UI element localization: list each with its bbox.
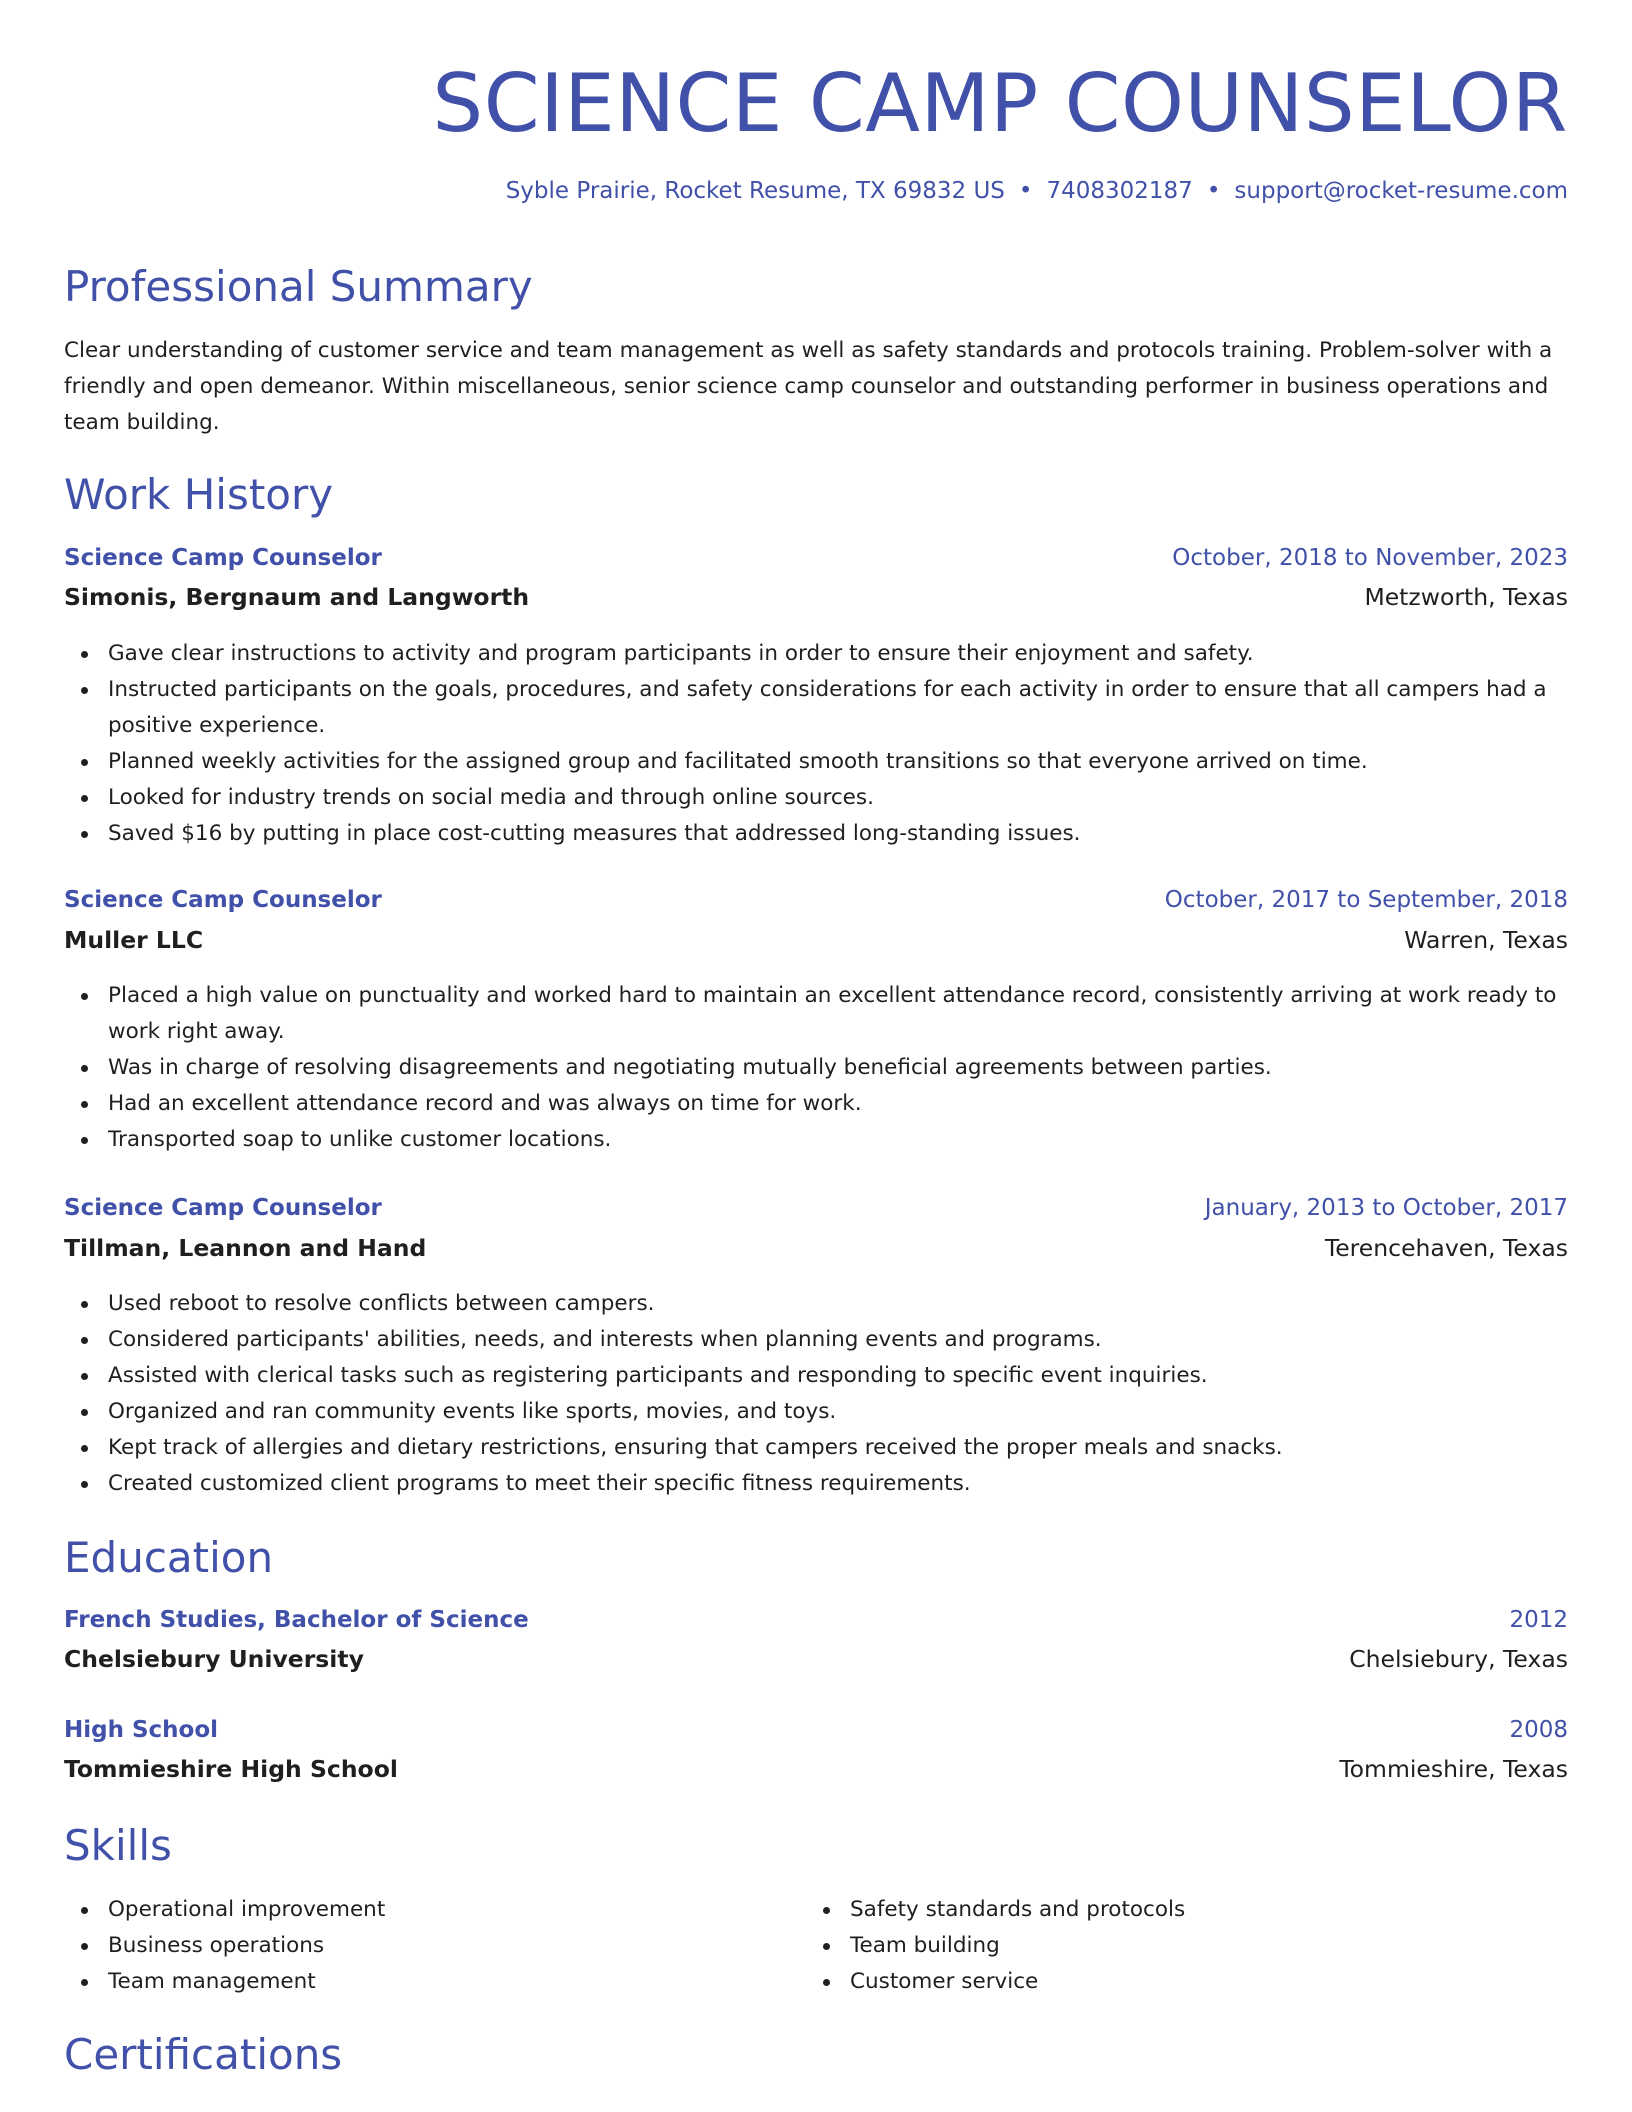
list-item: Looked for industry trends on social media and through online sources.: [108, 780, 1568, 816]
job-dates: October, 2018 to November, 2023: [1172, 545, 1568, 571]
certifications-heading: Certifications: [64, 2030, 343, 2079]
education-school-row: [64, 1755, 1568, 1789]
education-school: Chelsiebury University: [64, 1645, 364, 1673]
job-dates: October, 2017 to September, 2018: [1164, 887, 1568, 913]
job-title-row: [64, 1195, 1568, 1229]
education-heading: Education: [64, 1533, 274, 1582]
education-location: Tommieshire, Texas: [1339, 1755, 1568, 1783]
contact-line: [506, 178, 1568, 204]
summary-heading: Professional Summary: [64, 262, 533, 311]
list-item: Instructed participants on the goals, procedures, and safety considerations for each activity in order to ensure that all campers had a positive experience.: [108, 672, 1568, 744]
job-location: Terencehaven, Texas: [1324, 1234, 1568, 1262]
summary-text: Clear understanding of customer service and team management as well as safety standards and protocols training. Problem-solver with a friendly and open demeanor. Within miscellaneous, senior science camp counselor and outstanding performer in business operations and team building.: [64, 338, 1553, 435]
skill-item: Business operations: [108, 1928, 808, 1964]
list-item: Assisted with clerical tasks such as registering participants and responding to specific event inquiries.: [108, 1358, 1568, 1394]
education-year: 2012: [1509, 1607, 1568, 1633]
list-item: Used reboot to resolve conflicts between campers.: [108, 1286, 1568, 1322]
contact-phone: 7408302187: [1046, 178, 1193, 204]
job-company: Tillman, Leannon and Hand: [64, 1234, 427, 1262]
skill-item: Customer service: [850, 1964, 1550, 2000]
education-degree: French Studies, Bachelor of Science: [64, 1607, 529, 1633]
resume-name: SCIENCE CAMP COUNSELOR: [432, 57, 1568, 150]
education-title-row: [64, 1607, 1568, 1641]
list-item: Transported soap to unlike customer locations.: [108, 1122, 1568, 1158]
job-role: Science Camp Counselor: [64, 887, 382, 913]
job-bullets: [64, 978, 1568, 1158]
education-degree: High School: [64, 1717, 219, 1743]
job-bullets: [64, 1286, 1568, 1502]
job-company: Simonis, Bergnaum and Langworth: [64, 583, 530, 611]
contact-separator: •: [1018, 178, 1033, 204]
education-location: Chelsiebury, Texas: [1349, 1645, 1568, 1673]
job-title-row: [64, 887, 1568, 921]
skills-heading: Skills: [64, 1821, 172, 1870]
job-org-row: [64, 1234, 1568, 1268]
list-item: Was in charge of resolving disagreements and negotiating mutually beneficial agreements between parties.: [108, 1050, 1568, 1086]
skill-item: Team management: [108, 1964, 808, 2000]
list-item: Created customized client programs to meet their specific fitness requirements.: [108, 1466, 1568, 1502]
job-company: Muller LLC: [64, 926, 204, 954]
skill-item: Safety standards and protocols: [850, 1892, 1550, 1928]
job-location: Metzworth, Texas: [1364, 583, 1568, 611]
list-item: Placed a high value on punctuality and worked hard to maintain an excellent attendance record, consistently arriving at work ready to work right away.: [108, 978, 1568, 1050]
job-location: Warren, Texas: [1404, 926, 1568, 954]
job-dates: January, 2013 to October, 2017: [1204, 1195, 1568, 1221]
job-bullets: [64, 636, 1568, 852]
list-item: Kept track of allergies and dietary restrictions, ensuring that campers received the proper meals and snacks.: [108, 1430, 1568, 1466]
job-role: Science Camp Counselor: [64, 1195, 382, 1221]
education-title-row: [64, 1717, 1568, 1751]
education-school-row: [64, 1645, 1568, 1679]
list-item: Had an excellent attendance record and was always on time for work.: [108, 1086, 1568, 1122]
job-role: Science Camp Counselor: [64, 545, 382, 571]
job-title-row: [64, 545, 1568, 579]
list-item: Organized and ran community events like sports, movies, and toys.: [108, 1394, 1568, 1430]
contact-address: Syble Prairie, Rocket Resume, TX 69832 US: [505, 178, 1005, 204]
list-item: Planned weekly activities for the assigned group and facilitated smooth transitions so that everyone arrived on time.: [108, 744, 1568, 780]
job-org-row: [64, 926, 1568, 960]
education-school: Tommieshire High School: [64, 1755, 398, 1783]
list-item: Saved $16 by putting in place cost-cutting measures that addressed long-standing issues.: [108, 816, 1568, 852]
skill-item: Team building: [850, 1928, 1550, 1964]
job-org-row: [64, 583, 1568, 617]
education-year: 2008: [1509, 1717, 1568, 1743]
contact-separator: •: [1206, 178, 1221, 204]
contact-email[interactable]: support@rocket-resume.com: [1234, 178, 1568, 204]
skill-item: Operational improvement: [108, 1892, 808, 1928]
skills-list-left: [64, 1892, 808, 2000]
list-item: Considered participants' abilities, needs, and interests when planning events and programs.: [108, 1322, 1568, 1358]
resume-page: [64, 0, 1568, 2079]
skills-list-right: [806, 1892, 1550, 2000]
list-item: Gave clear instructions to activity and program participants in order to ensure their enjoyment and safety.: [108, 636, 1568, 672]
work-history-heading: Work History: [64, 470, 334, 519]
